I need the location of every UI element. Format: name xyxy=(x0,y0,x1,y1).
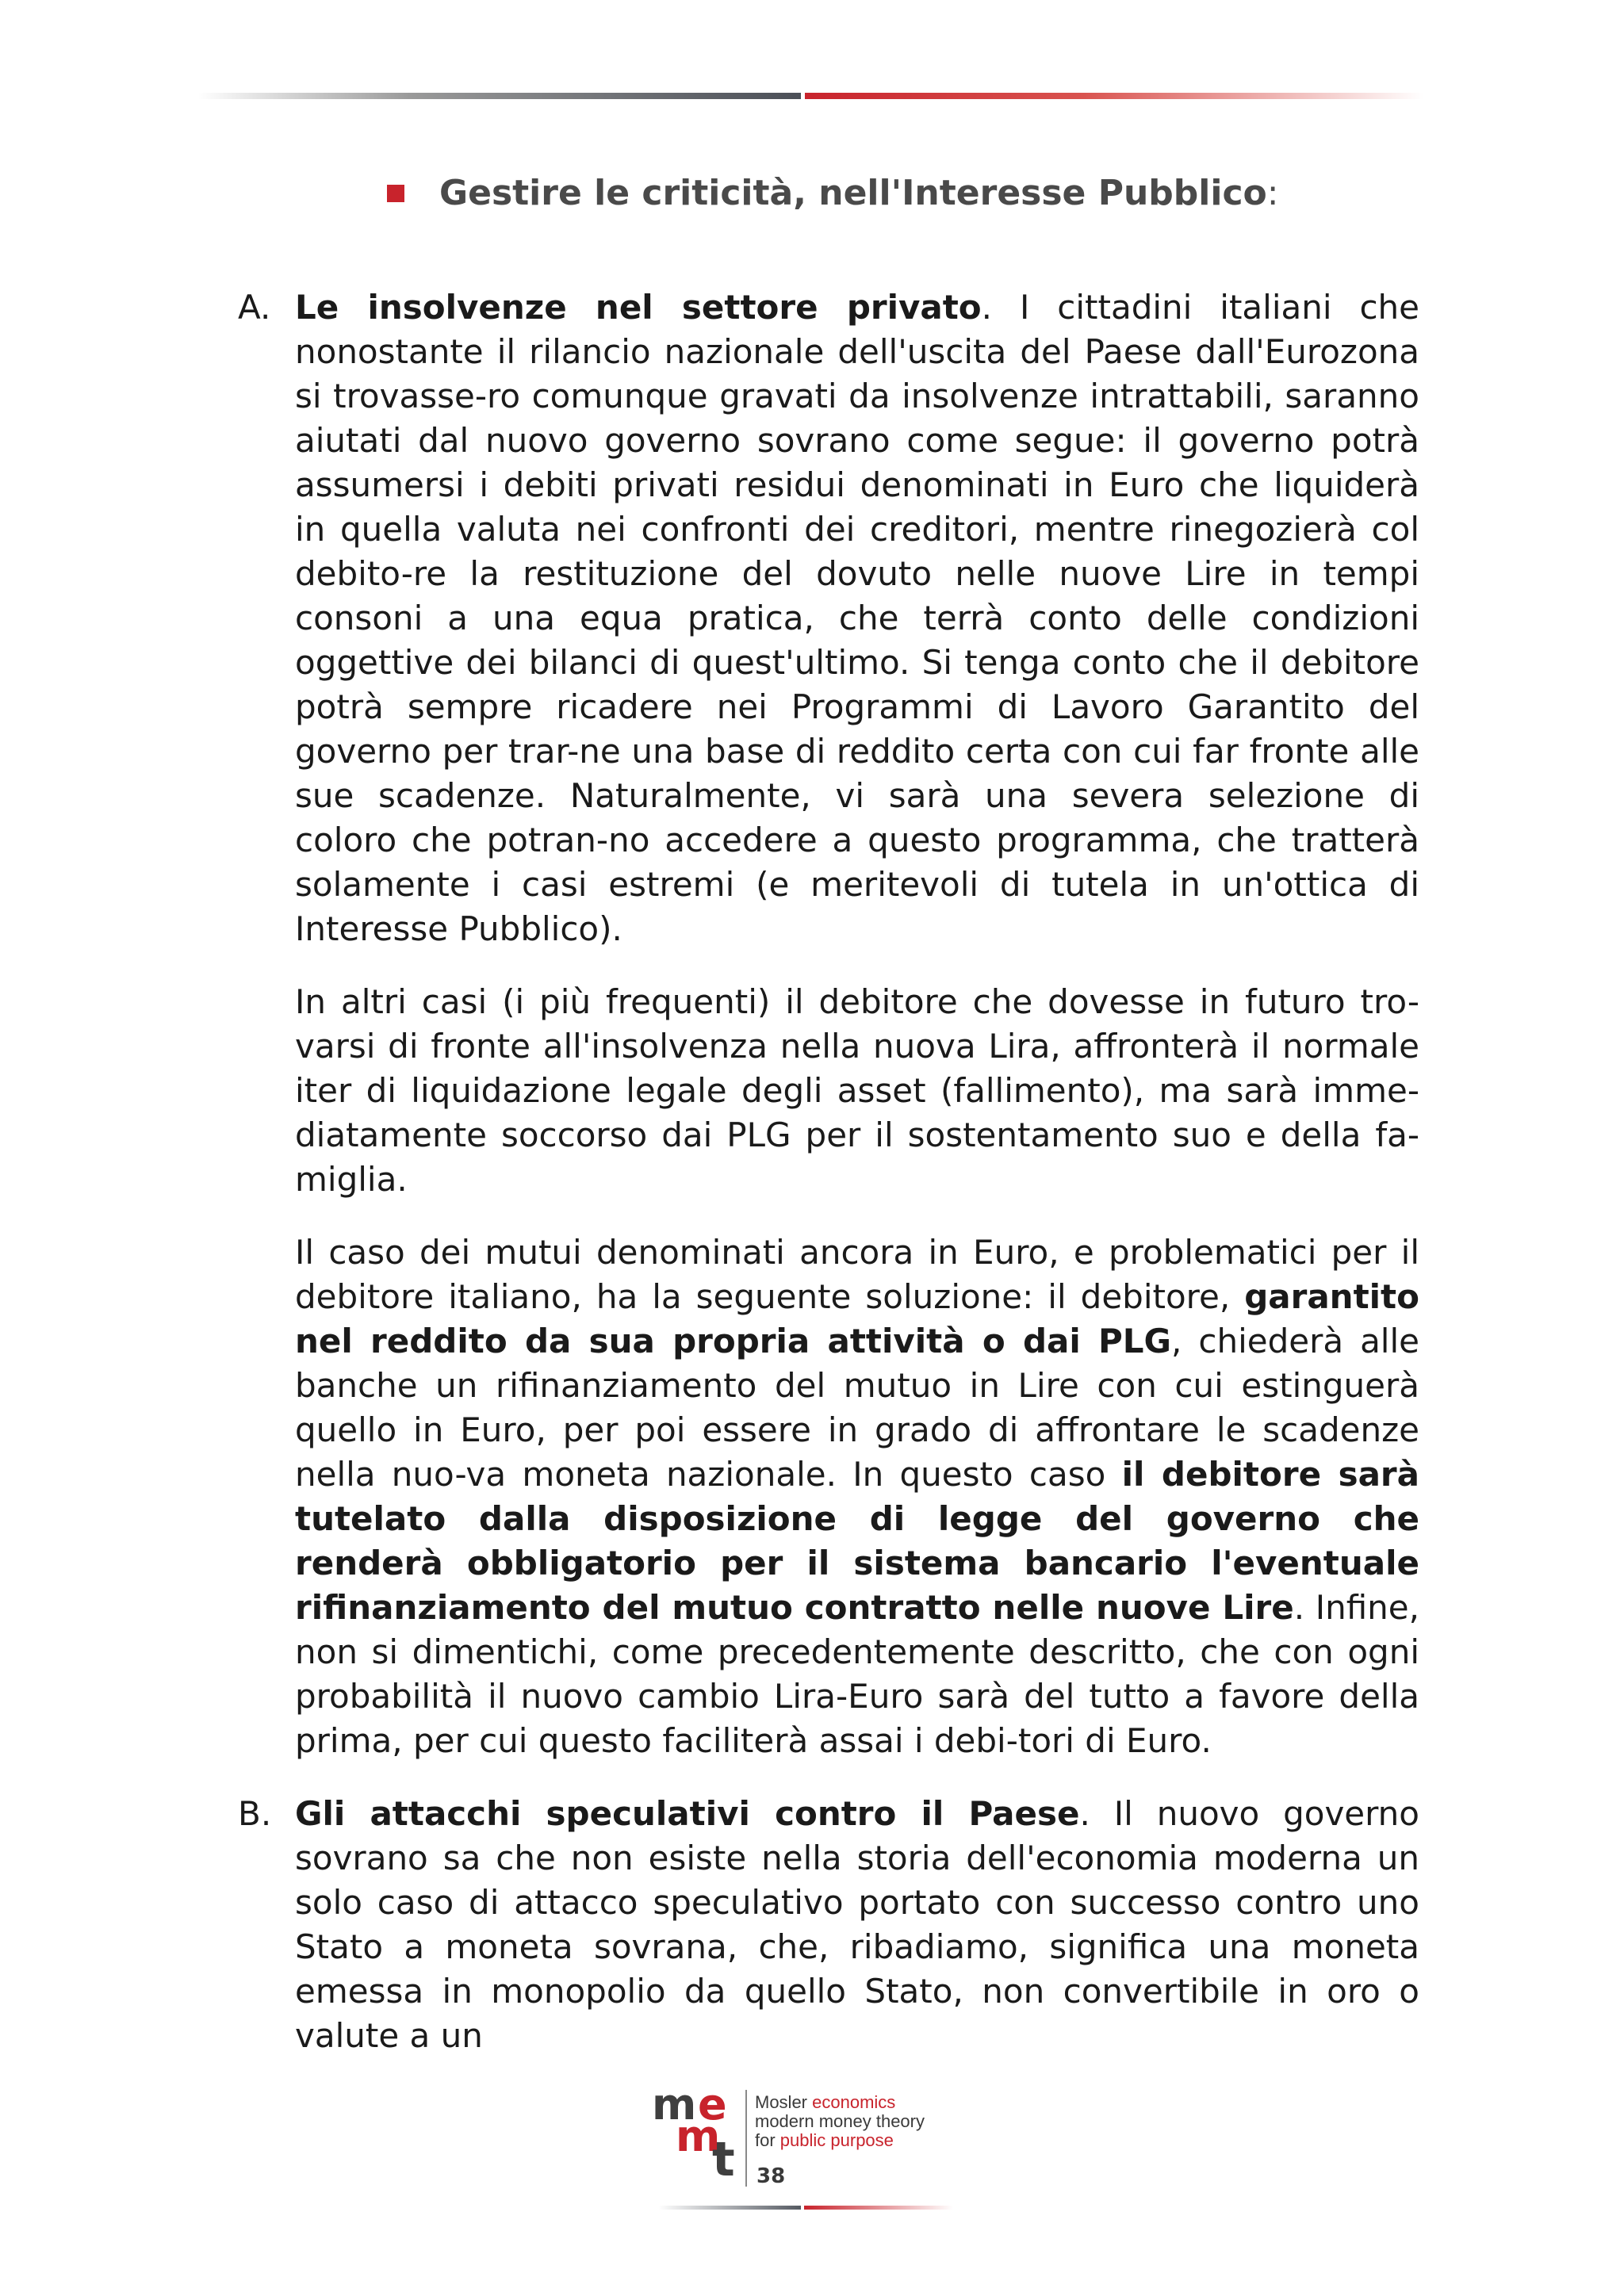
logo-letter: e xyxy=(698,2080,727,2130)
paragraph xyxy=(295,1230,1419,1763)
logo-letter: m xyxy=(676,2111,718,2161)
bold-run: garantito nel reddito da sua propria attività o dai PLG xyxy=(295,1277,1419,1360)
page-number: 38 xyxy=(756,2164,786,2188)
list-item xyxy=(238,285,1419,1763)
square-bullet-icon xyxy=(387,185,404,202)
tagline xyxy=(755,2093,925,2150)
header-divider-gray xyxy=(198,93,801,99)
text-run: . I cittadini italiani che nonostante il rilancio nazionale dell'uscita del Paese dall'Eurozona si trovasse-ro comunque gravati da insolvenze intrattabili, saranno aiutati dal nuovo governo sovrano come segue: il governo potrà assumersi i debiti privati residui denominati in Euro che liquiderà in quella valuta nei confronti dei creditori, mentre rinegozierà col debito-re la restituzione del dovuto nelle nuove Lire in tempi consoni a una equa pratica, che terrà conto delle condizioni oggettive dei bilanci di quest'ultimo. Si tenga conto che il debitore potrà sempre ricadere nei Programmi di Lavoro Garantito del governo per trar-ne una base di reddito certa con cui far fronte alle sue scadenze. Naturalmente, vi sarà una severa selezione di coloro che potran-no accedere a questo programma, che tratterà solamente i casi estremi (e meritevoli di tutela in un'ottica di Interesse Pubblico). xyxy=(295,288,1420,948)
text-run: . Infine, non si dimentichi, come precedentemente descritto, che con ogni probabilità il nuovo cambio Lira-Euro sarà del tutto a favore della prima, per cui questo faciliterà assai i debi-tori di Euro. xyxy=(295,1588,1419,1760)
header-divider xyxy=(198,93,1423,99)
section-heading-text: Gestire le criticità, nell'Interesse Pubblico xyxy=(439,173,1267,213)
paragraph xyxy=(295,1792,1419,2058)
body-text xyxy=(238,285,1419,2087)
bold-run: Gli attacchi speculativi contro il Paese xyxy=(295,1794,1080,1833)
list-item-letter: A. xyxy=(238,288,271,327)
text-run: , chiederà alle banche un rifinanziamento del mutuo in Lire con cui estinguerà quello in Euro, per poi essere in grado di affrontare le scadenze nella nuo-va moneta nazionale. In questo caso xyxy=(295,1322,1419,1494)
footer-divider xyxy=(658,2206,953,2210)
footer xyxy=(652,2080,969,2202)
memt-logo xyxy=(652,2080,747,2195)
tagline-text-red: economics xyxy=(812,2092,896,2112)
section-heading-colon: : xyxy=(1266,173,1279,213)
tagline-text: for xyxy=(755,2130,780,2150)
tagline-line-1 xyxy=(755,2093,925,2112)
paragraph xyxy=(295,980,1419,1202)
footer-separator xyxy=(745,2090,747,2187)
footer-divider-gray xyxy=(658,2206,801,2210)
tagline-line-3 xyxy=(755,2131,925,2150)
section-heading xyxy=(387,173,1279,213)
tagline-text-red: public purpose xyxy=(779,2130,894,2150)
text-run: Il caso dei mutui denominati ancora in Euro, e problematici per il debitore italiano, ha la seguente soluzione: il debitore, xyxy=(295,1233,1419,1316)
text-run: In altri casi (i più frequenti) il debitore che dovesse in futuro tro-varsi di fronte all'insolvenza nella nuova Lira, affronterà il normale iter di liquidazione legale degli asset (fallimento), ma sarà imme-diatamente soccorso dai PLG per il sostentamento suo e della fa-miglia. xyxy=(295,982,1419,1199)
tagline-line-2: modern money theory xyxy=(755,2111,925,2131)
bold-run: il debitore sarà tutelato dalla disposizione di legge del governo che renderà obbligatorio per il sistema bancario l'eventuale rifinanziamento del mutuo contratto nelle nuove Lire xyxy=(295,1455,1419,1627)
bold-run: Le insolvenze nel settore privato xyxy=(295,288,982,327)
header-divider-red xyxy=(805,93,1423,99)
logo-letter: t xyxy=(712,2132,735,2187)
logo-letter: m xyxy=(652,2080,694,2130)
footer-divider-red xyxy=(804,2206,953,2210)
list-item-letter: B. xyxy=(238,1794,272,1833)
tagline-text: Mosler xyxy=(755,2092,813,2112)
text-run: . Il nuovo governo sovrano sa che non esiste nella storia dell'economia moderna un solo caso di attacco speculativo portato con successo contro uno Stato a moneta sovrana, che, ribadiamo, significa una moneta emessa in monopolio da quello Stato, non convertibile in oro o valute a un xyxy=(295,1794,1419,2055)
list-item xyxy=(238,1792,1419,2058)
paragraph xyxy=(295,285,1419,951)
